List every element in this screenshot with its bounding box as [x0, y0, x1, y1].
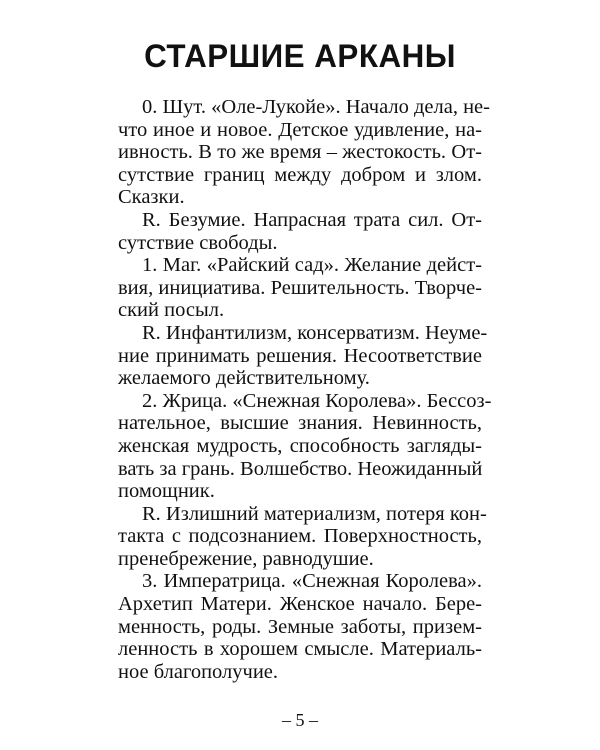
text-line: R. Излишний материализм, потеря кон-	[142, 502, 487, 525]
text-line: сутствие границ между добром и злом.	[118, 163, 482, 186]
text-line: такта с подсознанием. Поверхностность,	[118, 525, 482, 548]
text-line: нательное, высшие знания. Невинность,	[118, 412, 482, 435]
paragraph	[118, 389, 492, 503]
paragraph	[118, 96, 490, 209]
text-line: ский посыл.	[118, 299, 225, 322]
text-line: помощник.	[118, 480, 215, 503]
text-line: ивность. В то же время – жестокость. От-	[118, 141, 482, 164]
text-line: Сказки.	[118, 186, 185, 209]
text-line: что иное и новое. Детское удивление, на-	[118, 118, 482, 141]
text-line: женская мудрость, способность загляды-	[118, 434, 482, 457]
page-number: – 5 –	[282, 710, 318, 730]
body-text	[118, 96, 492, 683]
text-line: вия, инициатива. Решительность. Творче-	[118, 276, 482, 299]
text-line: 1. Маг. «Райский сад». Желание дейст-	[142, 254, 482, 277]
text-line: ное благополучие.	[118, 660, 279, 683]
text-line: менность, роды. Земные заботы, призем-	[118, 615, 482, 638]
text-line: желаемого действительному.	[118, 367, 370, 390]
page-title: СТАРШИЕ АРКАНЫ	[144, 38, 456, 74]
text-line: 2. Жрица. «Снежная Королева». Бессоз-	[142, 389, 492, 412]
text-line: 0. Шут. «Оле-Лукойе». Начало дела, не-	[142, 96, 490, 118]
text-line: ленность в хорошем смысле. Материаль-	[118, 638, 482, 661]
text-line: сутствие свободы.	[118, 231, 278, 254]
text-line: Архетип Матери. Женское начало. Бере-	[118, 593, 482, 616]
paragraph	[118, 502, 487, 571]
text-line: R. Безумие. Напрасная трата сил. От-	[142, 208, 482, 231]
text-line: ние принимать решения. Несоответствие	[118, 344, 482, 367]
paragraph	[118, 321, 488, 390]
paragraph	[118, 254, 482, 322]
text-line: пренебрежение, равнодушие.	[118, 547, 374, 570]
text-line: 3. Императрица. «Снежная Королева».	[142, 570, 482, 593]
text-line: вать за грань. Волшебство. Неожиданный	[118, 457, 483, 480]
paragraph	[118, 570, 482, 683]
paragraph	[118, 209, 482, 254]
text-line: R. Инфантилизм, консерватизм. Неуме-	[142, 321, 488, 344]
